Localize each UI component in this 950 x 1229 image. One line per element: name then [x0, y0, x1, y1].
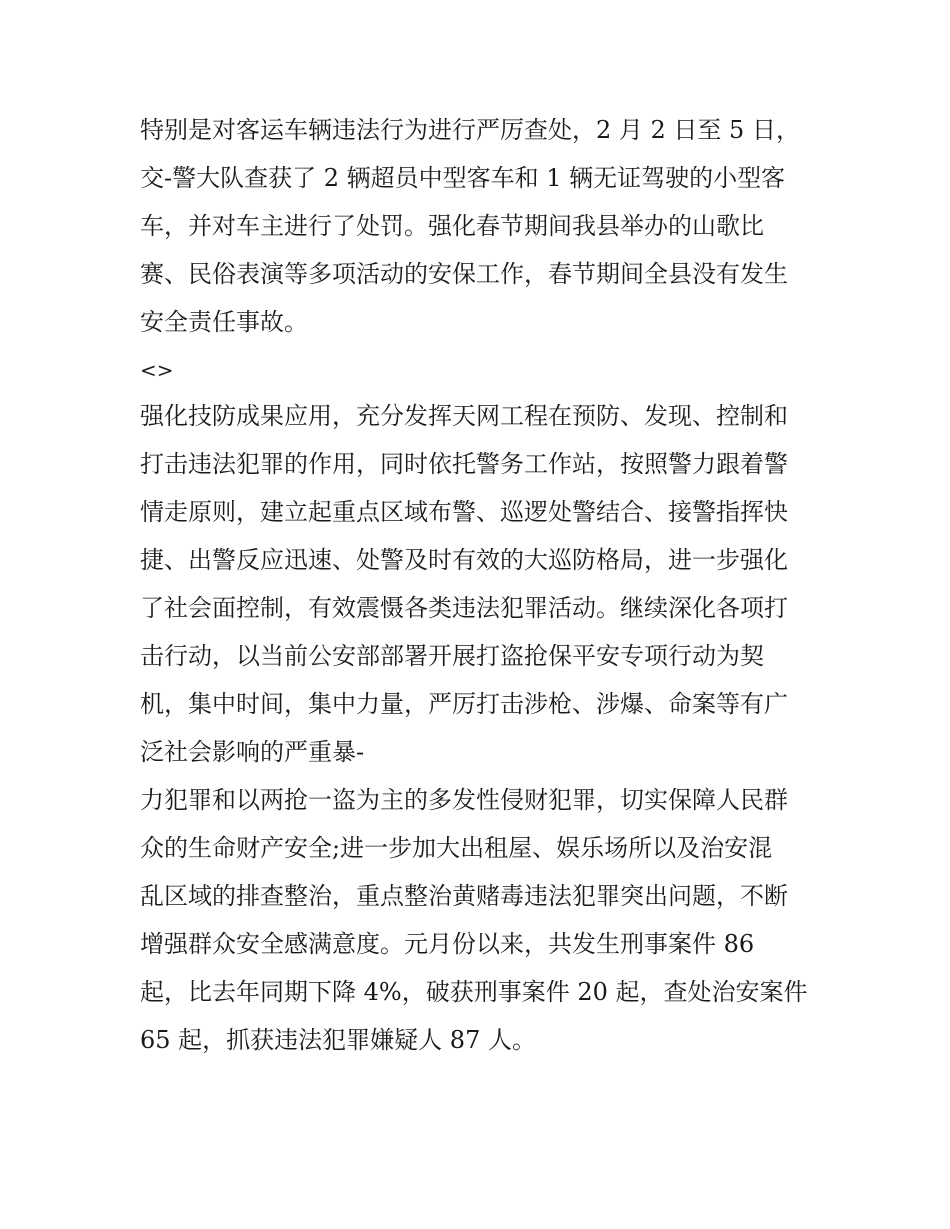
text-line: 泛社会影响的严重暴- [140, 738, 365, 766]
text-line: 了社会面控制，有效震慑各类违法犯罪活动。继续深化各项打 [140, 594, 788, 622]
text-line: 起，比去年同期下降 4%，破获刑事案件 20 起，查处治安案件 [140, 978, 808, 1006]
text-line: 打击违法犯罪的作用，同时依托警务工作站，按照警力跟着警 [140, 450, 788, 478]
text-line: 65 起，抓获违法犯罪嫌疑人 87 人。 [140, 1026, 536, 1054]
text-line: 力犯罪和以两抢一盗为主的多发性侵财犯罪，切实保障人民群 [140, 786, 788, 814]
text-line: 机，集中时间，集中力量，严厉打击涉枪、涉爆、命案等有广 [140, 690, 788, 718]
text-line: 众的生命财产安全;进一步加大出租屋、娱乐场所以及治安混 [140, 834, 773, 862]
text-line: 交-警大队查获了 2 辆超员中型客车和 1 辆无证驾驶的小型客 [140, 164, 786, 192]
text-line: 乱区域的排查整治，重点整治黄赌毒违法犯罪突出问题，不断 [140, 882, 788, 910]
document-body [140, 106, 820, 1064]
text-line: 车，并对车主进行了处罚。强化春节期间我县举办的山歌比 [140, 212, 764, 240]
text-line: 赛、民俗表演等多项活动的安保工作，春节期间全县没有发生 [140, 260, 788, 288]
text-line: 增强群众安全感满意度。元月份以来，共发生刑事案件 86 [140, 930, 755, 958]
text-line: 击行动，以当前公安部部署开展打盗抢保平安专项行动为契 [140, 642, 764, 670]
text-line: 特别是对客运车辆违法行为进行严厉查处，2 月 2 日至 5 日， [140, 116, 800, 144]
text-line: <> [140, 358, 174, 382]
text-line: 捷、出警反应迅速、处警及时有效的大巡防格局，进一步强化 [140, 546, 788, 574]
text-line: 情走原则，建立起重点区域布警、巡逻处警结合、接警指挥快 [140, 498, 788, 526]
text-line: 安全责任事故。 [140, 308, 308, 336]
text-line: 强化技防成果应用，充分发挥天网工程在预防、发现、控制和 [140, 402, 788, 430]
